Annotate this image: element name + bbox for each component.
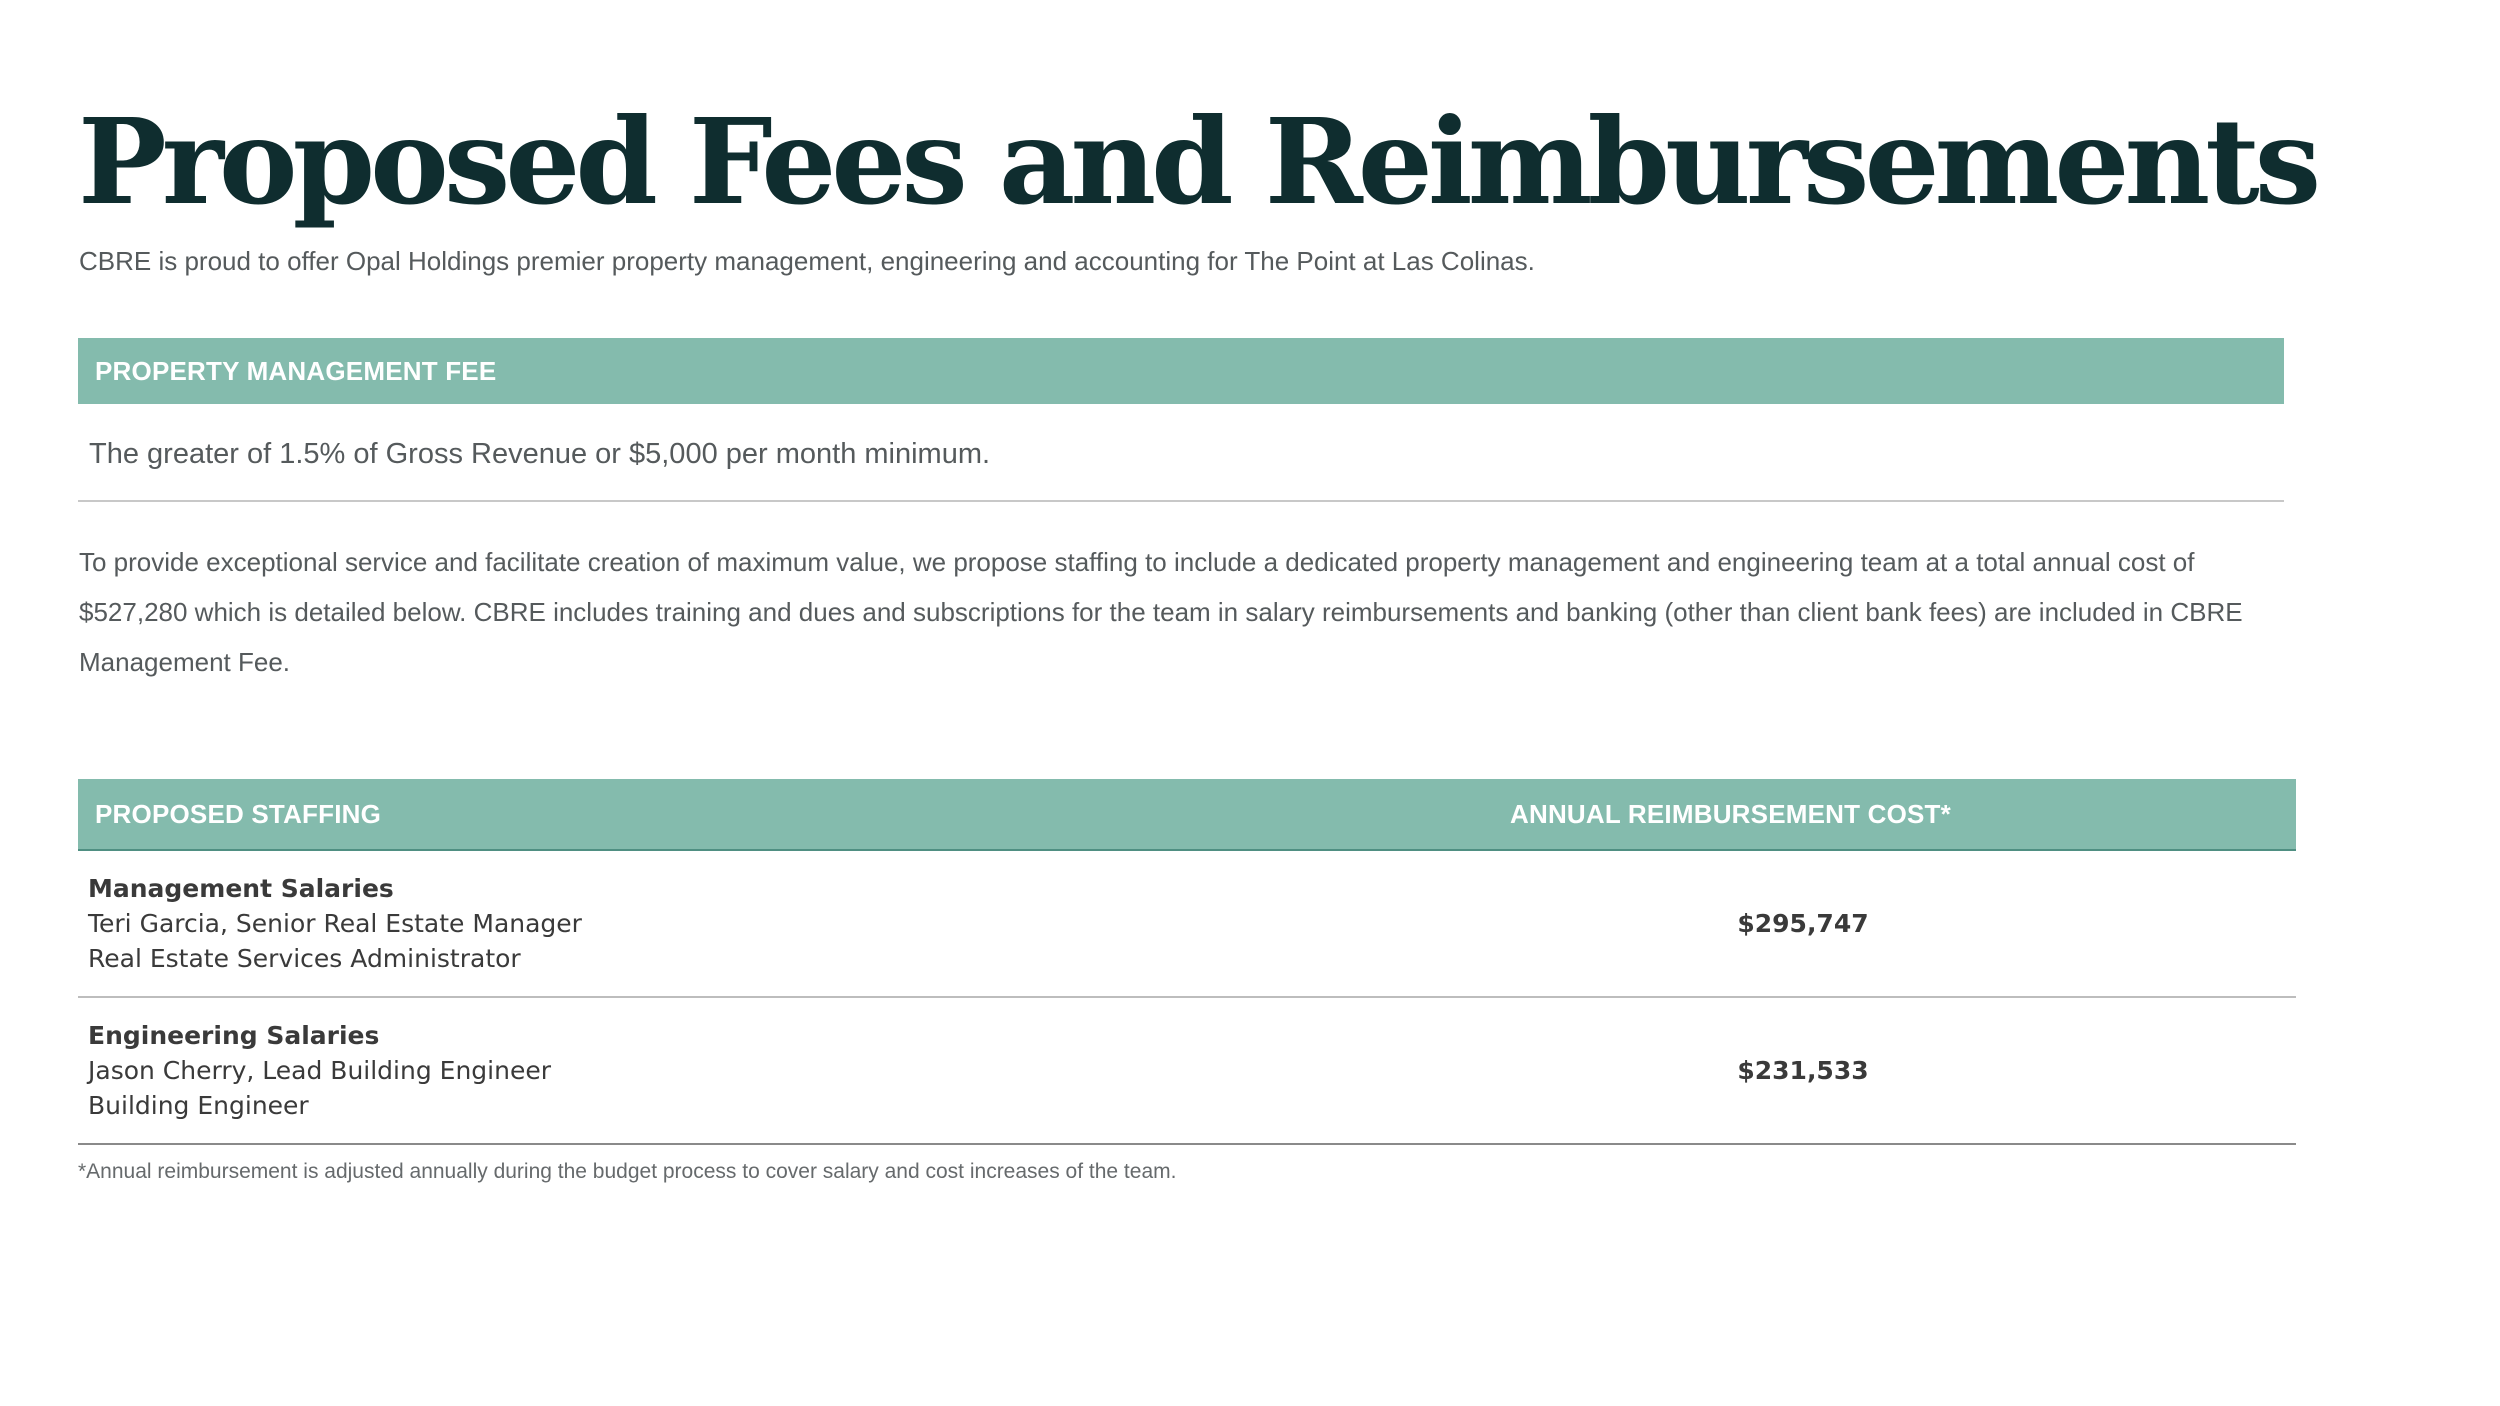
page-title: Proposed Fees and Reimbursements [78,92,2317,231]
cost-column-label: ANNUAL REIMBURSEMENT COST* [1510,798,1951,829]
staffing-column-header [95,779,381,849]
property-management-fee-header [78,338,2284,404]
table-row-engineering [78,998,2296,1145]
staffing-column-label: PROPOSED STAFFING [95,798,382,829]
row-category: Management Salaries [88,874,394,903]
row-cost: $295,747 [1737,909,1869,938]
row-staff-line: Real Estate Services Administrator [88,944,521,973]
fee-divider [78,500,2284,502]
staffing-paragraph: To provide exceptional service and facilitate creation of maximum value, we propose staffing to include a dedicated property management and engineering team at a total annual cost of $527,280 which is detailed below. CBRE includes training and dues and subscriptions for the team in salary reimbursements and banking (other than client bank fees) are included in CBRE Management Fee. [79,547,2243,677]
fee-header-label: PROPERTY MANAGEMENT FEE [95,355,497,386]
fee-description: The greater of 1.5% of Gross Revenue or $5,000 per month minimum. [89,438,991,470]
staffing-cell [88,1018,551,1123]
row-staff-line: Jason Cherry, Lead Building Engineer [88,1056,552,1085]
row-staff-line: Building Engineer [88,1091,309,1120]
table-row-management [78,851,2296,998]
row-cost: $231,533 [1737,1056,1869,1085]
staffing-table-header [78,779,2296,851]
row-staff-line: Teri Garcia, Senior Real Estate Manager [88,909,582,938]
row-category: Engineering Salaries [88,1021,380,1050]
footnote: *Annual reimbursement is adjusted annually during the budget process to cover salary and cost increases of the team. [78,1160,1177,1183]
cost-column-header [1510,779,1951,849]
staffing-cell [88,871,582,976]
page-subtitle: CBRE is proud to offer Opal Holdings premier property management, engineering and accounting for The Point at Las Colinas. [79,246,1535,276]
